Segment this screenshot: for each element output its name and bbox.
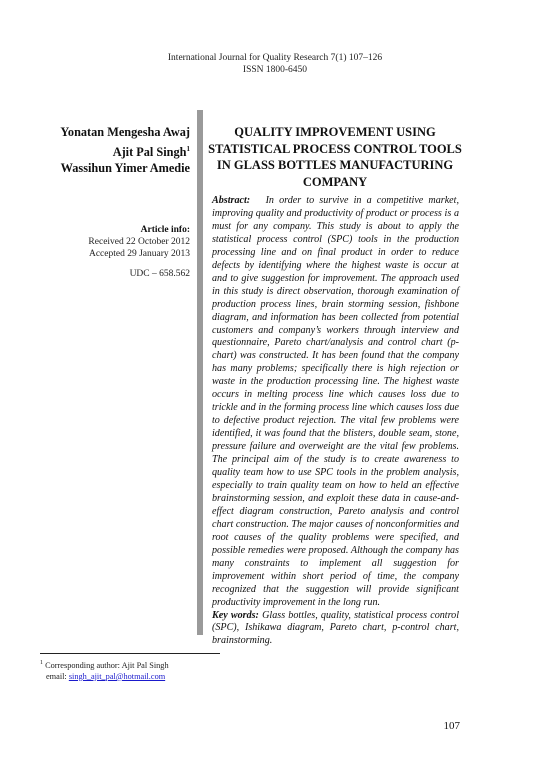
corresponding-author: $^1$ Corresponding author: Ajit Pal Singh (40, 660, 169, 670)
received-date: Received 22 October 2012 (88, 237, 190, 247)
page-number: 107 (443, 720, 460, 732)
author-name-2: Ajit Pal Singh$^1$ (112, 144, 190, 159)
footnote-mark: 1 (40, 660, 43, 666)
journal-header (0, 52, 550, 76)
accepted-date: Accepted 29 January 2013 (88, 249, 190, 259)
email-line: email: singh_ajit_pal@hotmail.com (46, 671, 166, 681)
author-name-1: Yonatan Mengesha Awaj (60, 125, 190, 139)
author-name-3: Wassihun Yimer Amedie (60, 161, 190, 176)
abstract-text: In order to survive in a competitive market, improving quality and productivity of product or process is a must for any company. This study is about to apply the statistical process control (SPC) tools in the production processing line and on final product in order to reduce defects by identifying where the highest waste is occur at and to give suggestion for improvement. The approach used in this study is direct observation, thorough examination of production process lines, brain storming session, fishbone diagram, and information has been collected from potential customers and company’s workers through interview and questionnaire, Pareto chart/analysis and control chart (p-chart) was constructed. It has been found that the company has many problems; specifically there is high rejection or waste in the production processing line. The highest waste occurs in melting process line which causes loss due to trickle and in the forming process line which causes loss due to defective product rejection. The vital few problems were identified, it was found that the blisters, double seam, stone, pressure failure and overweight are the vital few problems. The principal aim of the study is to create awareness to quality team how to use SPC tools in the problem analysis, especially to train quality team on how to held an effective brainstorming session, and exploit these data in cause-and-effect diagram construction, Pareto analysis and control chart construction. The major causes of nonconformities and root causes of the quality problems were specified, and possible remedies were proposed. Although the company has many constraints to implement all suggestion for improvement within short period of time, the company recognized that the suggestion will provide significant productivity improvement in the long run. (212, 195, 459, 608)
abstract-block (212, 195, 459, 648)
keywords-paragraph (212, 610, 459, 649)
abstract-label: Abstract: (212, 195, 251, 206)
paper-title: QUALITY IMPROVEMENT USING STATISTICAL PROCESS CONTROL TOOLS IN GLASS BOTTLES MANUFACTURING COMPANY (208, 125, 462, 189)
keywords-text: Glass bottles, quality, statistical process control (SPC), Ishikawa diagram, Pareto chart, p-control chart, brainstorming. (212, 609, 459, 647)
keywords-label: Key words: (212, 609, 259, 621)
author-list (40, 124, 190, 177)
footnote-divider (40, 653, 220, 654)
journal-citation: International Journal for Quality Research 7(1) 107–126 (167, 53, 383, 63)
email-link[interactable]: singh_ajit_pal@hotmail.com (68, 671, 166, 681)
footnote (40, 658, 169, 682)
article-info-label: Article info: (140, 225, 190, 235)
abstract-paragraph (212, 195, 459, 610)
vertical-divider-bar (197, 110, 203, 635)
author-footnote-mark: 1 (186, 144, 190, 153)
article-info (40, 224, 190, 260)
journal-issn: ISSN 1800-6450 (242, 65, 308, 75)
udc-code: UDC – 658.562 (129, 269, 190, 279)
